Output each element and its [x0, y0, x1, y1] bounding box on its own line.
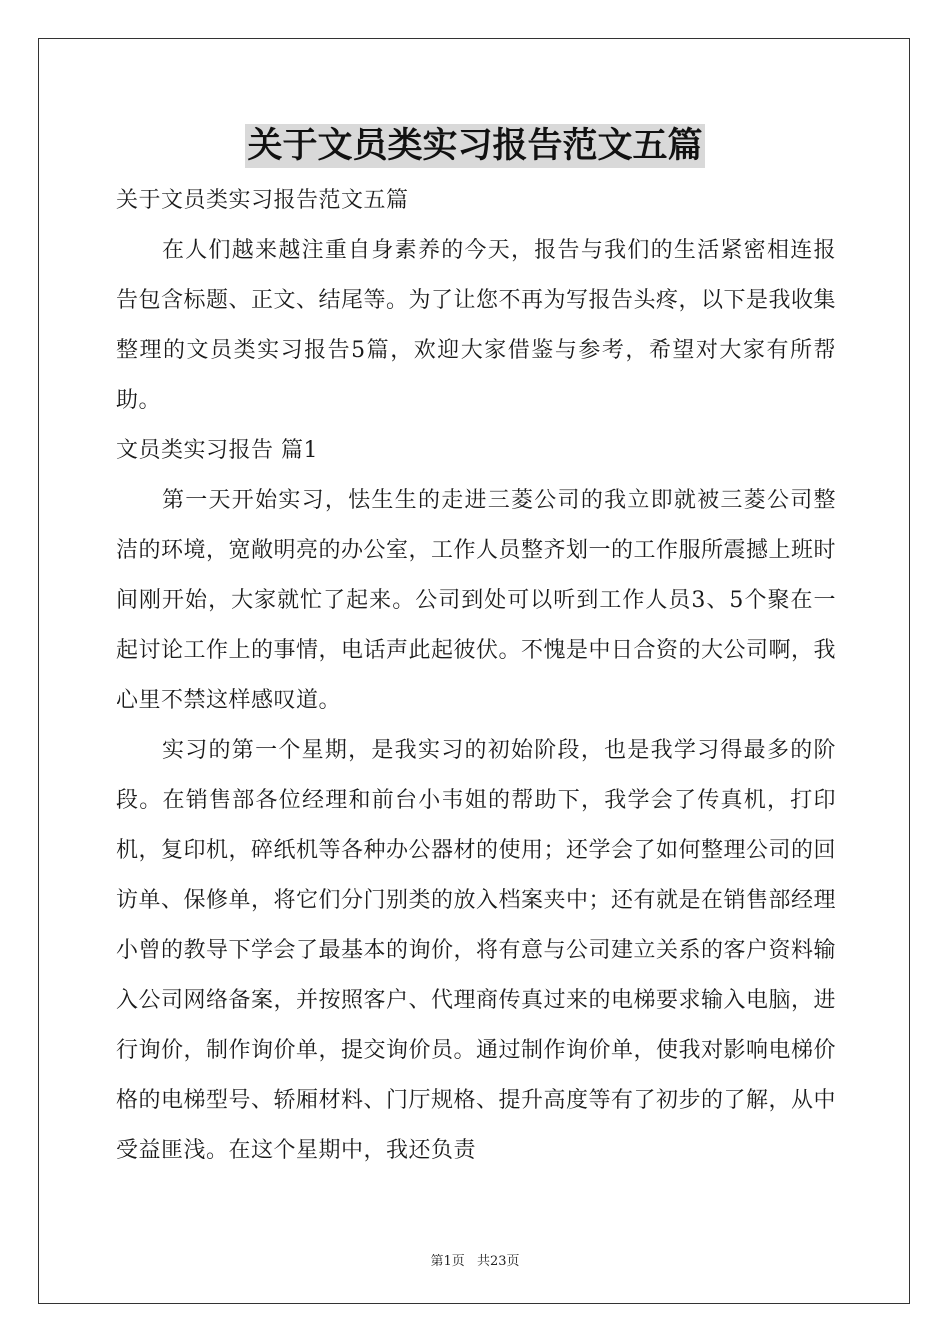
intro-paragraph: 在人们越来越注重自身素养的今天，报告与我们的生活紧密相连报告包含标题、正文、结尾等。为了让您不再为写报告头疼，以下是我收集整理的文员类实习报告5篇，欢迎大家借鉴与参考，希望对大家有所帮助。 [116, 238, 837, 413]
document-subtitle: 关于文员类实习报告范文五篇 [116, 188, 409, 213]
title-container [0, 124, 950, 168]
page-total: 共23页 [476, 1254, 520, 1269]
section-heading: 文员类实习报告 篇1 [116, 438, 318, 463]
page-footer [0, 1250, 950, 1269]
page-number: 第1页 [430, 1254, 465, 1269]
body-paragraph-1: 第一天开始实习，怯生生的走进三菱公司的我立即就被三菱公司整洁的环境，宽敞明亮的办公室，工作人员整齐划一的工作服所震撼上班时间刚开始，大家就忙了起来。公司到处可以听到工作人员3、5个聚在一起讨论工作上的事情，电话声此起彼伏。不愧是中日合资的大公司啊，我心里不禁这样感叹道。 [116, 488, 837, 713]
document-title: 关于文员类实习报告范文五篇 [247, 125, 703, 166]
body-paragraph-2: 实习的第一个星期，是我实习的初始阶段，也是我学习得最多的阶段。在销售部各位经理和前台小韦姐的帮助下，我学会了传真机，打印机，复印机，碎纸机等各种办公器材的使用；还学会了如何整理公司的回访单、保修单，将它们分门别类的放入档案夹中；还有就是在销售部经理小曾的教导下学会了最基本的询价，将有意与公司建立关系的客户资料输入公司网络备案，并按照客户、代理商传真过来的电梯要求输入电脑，进行询价，制作询价单，提交询价员。通过制作询价单，使我对影响电梯价格的电梯型号、轿厢材料、门厅规格、提升高度等有了初步的了解，从中受益匪浅。在这个星期中，我还负责 [116, 738, 837, 1163]
document-body [116, 176, 836, 1176]
